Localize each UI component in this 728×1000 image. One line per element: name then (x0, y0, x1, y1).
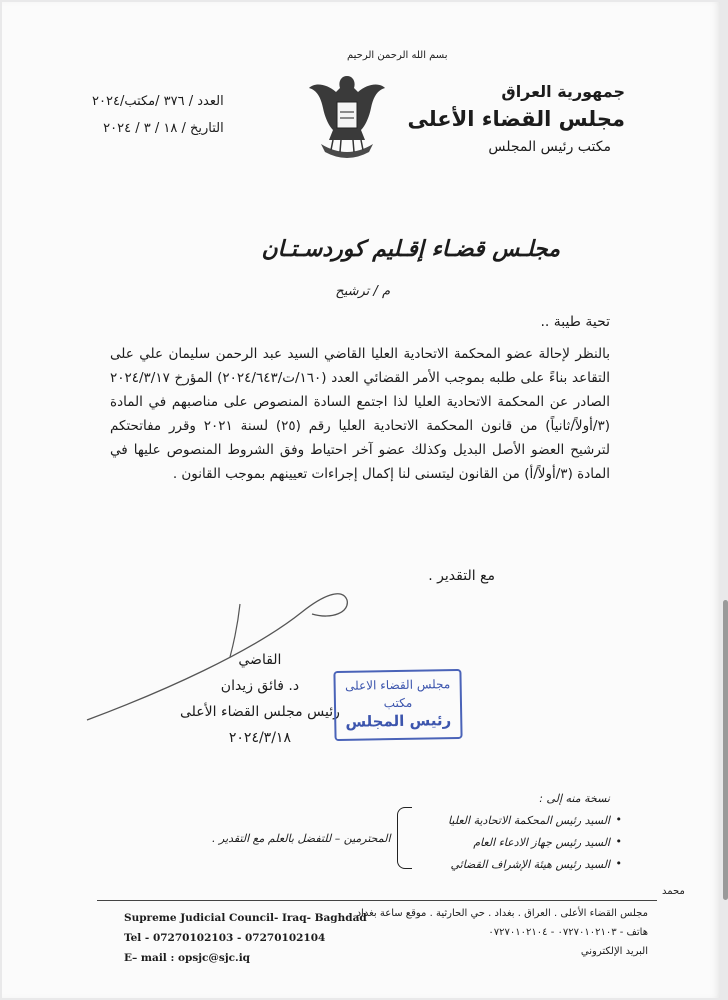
footer-email: E– mail : opsjc@sjc.iq (124, 952, 251, 964)
closing: مع التقدير . (428, 568, 495, 584)
copies-title: نسخة منه إلى : (539, 792, 610, 805)
scrollbar[interactable] (723, 600, 728, 900)
typist-mark: محمد (662, 886, 685, 897)
stamp-line: مكتب (383, 695, 413, 711)
signer-position: رئيس مجلس القضاء الأعلى (180, 704, 340, 720)
document-page (2, 2, 720, 998)
footer-address-ar: مجلس القضاء الأعلى . العراق . بغداد . حي الحارثية . موقع ساعة بغداد (356, 908, 648, 919)
signature-block (180, 647, 340, 751)
letter-body: بالنظر لإحالة عضو المحكمة الاتحادية العليا القاضي السيد عبد الرحمن سليمان علي على التقاعد بناءً على طلبه بموجب الأمر القضائي العدد (١٦٠/ت/٢٠٢٤/٦٤٣) المؤرخ ٢٠٢٤/٣/١٧ الصادر عن المحكمة الاتحادية العليا لذا اجتمع السادة المنصوص على مناصبهم في المادة (٣/أولاً/ثانياً) من قانون المحكمة الاتحادية العليا رقم (٢٥) لسنة ٢٠٢١ وقرر مفاتحتكم لترشيح العضو الأصل البديل وكذلك عضو آخر احتياط وفق الشروط المنصوص عليها في المادة (٣/أولاً/أ) من القانون ليتسنى لنا إكمال إجراءات تعيينهم بموجب القانون . (110, 346, 610, 482)
copies-note: المحترمين – للتفضل بالعلم مع التقدير . (212, 832, 391, 845)
office-stamp (333, 669, 462, 741)
footer-address: Supreme Judicial Council- Iraq- Baghdad (124, 912, 367, 924)
bracket (397, 807, 412, 869)
letter-date: التاريخ / ١٨ / ٣ / ٢٠٢٤ (103, 121, 224, 136)
subject-line: م / ترشيح (335, 284, 390, 299)
reference-number: العدد / ٣٧٦ /مكتب/٢٠٢٤ (92, 94, 224, 109)
signer-title: القاضي (238, 652, 282, 668)
footer-phone: Tel - 07270102103 - 07270102104 (124, 932, 326, 944)
list-item: السيد رئيس هيئة الإشراف القضائي • (448, 858, 610, 871)
footer-phone-ar: هاتف - ٠٧٢٧٠١٠٢١٠٣ - ٠٧٢٧٠١٠٢١٠٤ (488, 927, 648, 938)
signer-name: د. فائق زيدان (220, 678, 300, 694)
copies-list (448, 814, 610, 880)
addressee: مجلـس قضـاء إقـليم كوردسـتـان (261, 237, 560, 262)
signature-date: ٢٠٢٤/٣/١٨ (228, 730, 291, 746)
footer-email-ar: البريد الإلكتروني (580, 946, 648, 957)
country-name: جمهورية العراق (501, 82, 625, 101)
footer-english (124, 908, 367, 968)
footer-divider (97, 900, 657, 901)
basmala: بسم الله الرحمن الرحيم (347, 50, 448, 61)
office-name: مكتب رئيس المجلس (488, 139, 611, 155)
greeting: تحية طيبة .. (540, 314, 610, 330)
council-name: مجلس القضاء الأعلى (407, 107, 625, 131)
stamp-line: مجلس القضاء الاعلى (344, 677, 451, 693)
footer-arabic (357, 904, 648, 961)
list-item: السيد رئيس المحكمة الاتحادية العليا • (448, 814, 610, 827)
list-item: السيد رئيس جهاز الادعاء العام • (448, 836, 610, 849)
stamp-line: رئيس المجلس (345, 711, 452, 731)
signature-scribble (2, 2, 720, 762)
